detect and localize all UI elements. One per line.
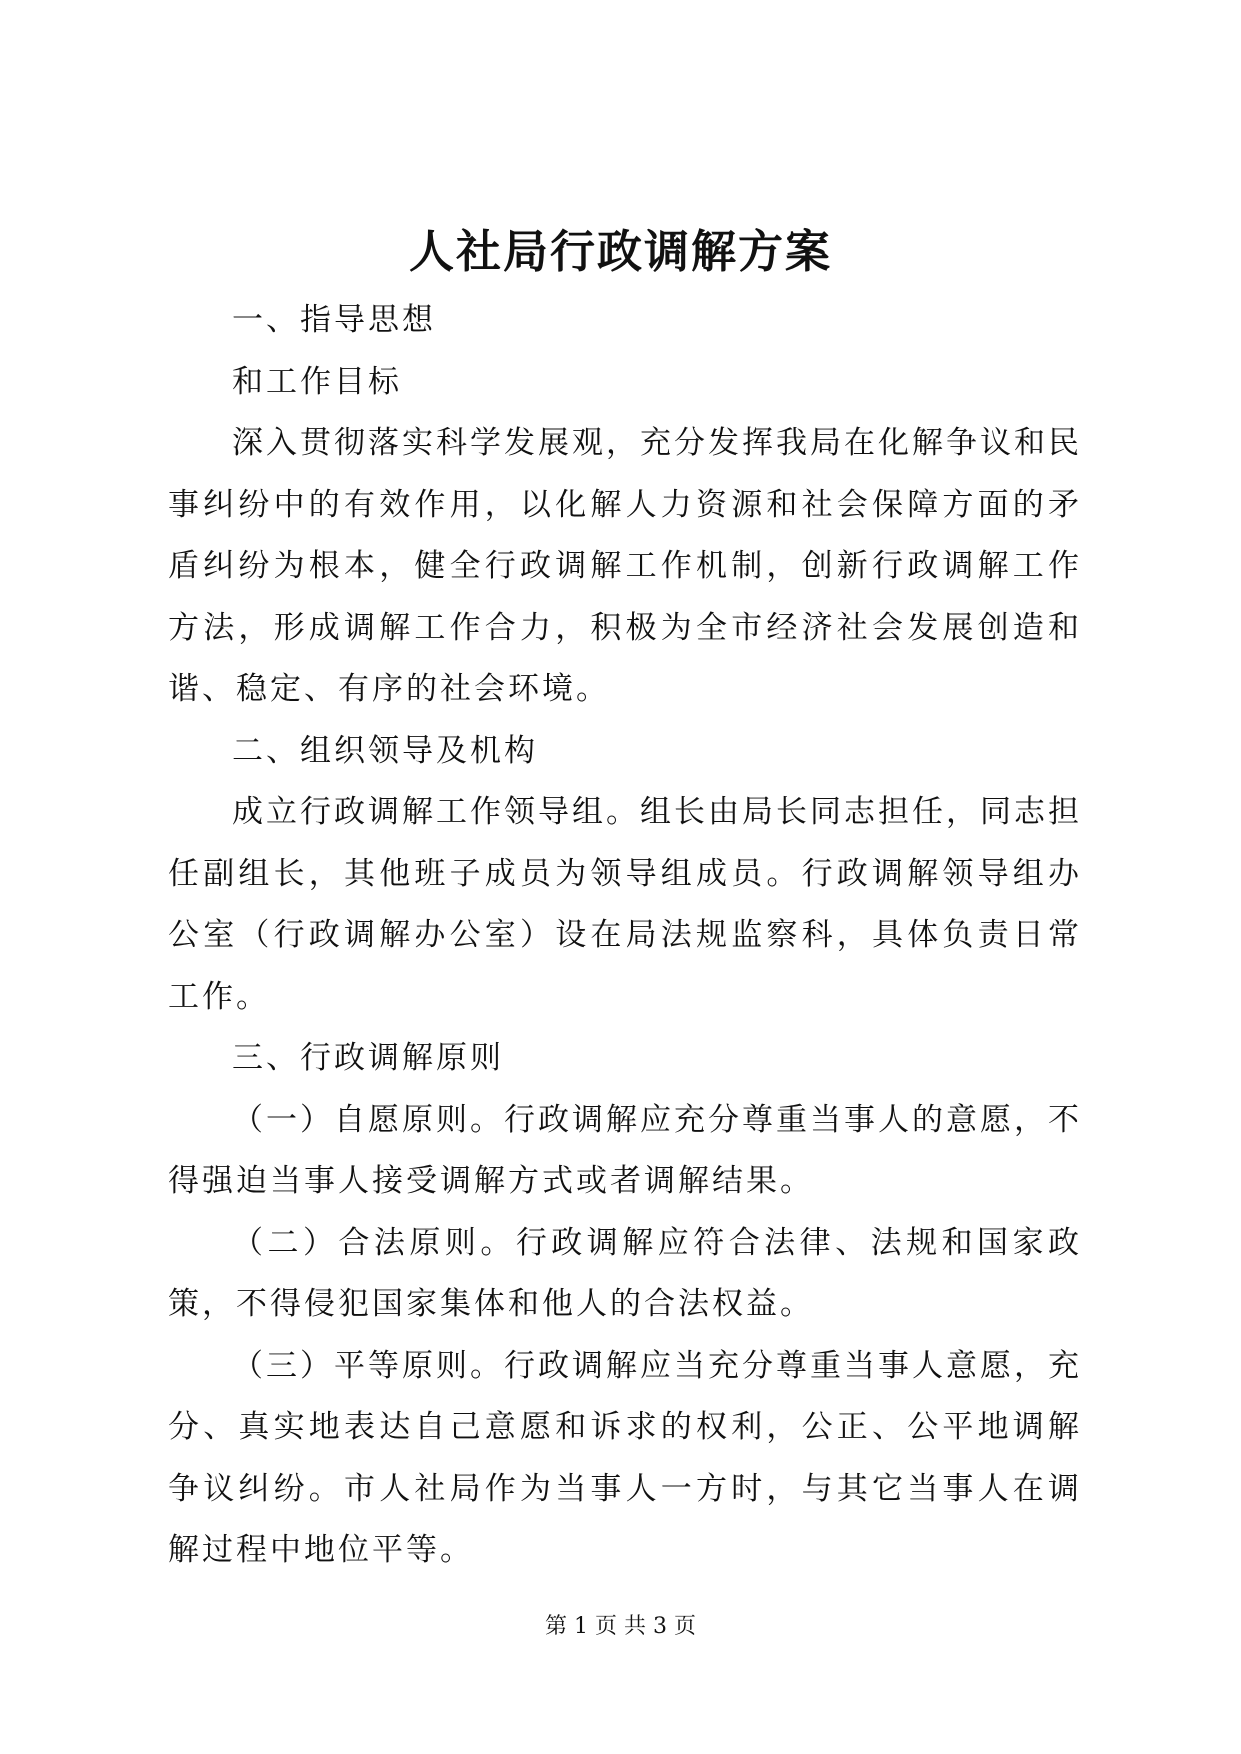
paragraph-principle-voluntary: （一）自愿原则。行政调解应充分尊重当事人的意愿，不得强迫当事人接受调解方式或者调解结果。 bbox=[168, 1101, 1082, 1199]
section-heading-guiding-thought: 一、指导思想 bbox=[232, 302, 436, 338]
paragraph-goal-description: 深入贯彻落实科学发展观，充分发挥我局在化解争议和民事纠纷中的有效作用，以化解人力资源和社会保障方面的矛盾纠纷为根本，健全行政调解工作机制，创新行政调解工作方法，形成调解工作合力，积极为全市经济社会发展创造和谐、稳定、有序的社会环境。 bbox=[168, 425, 1082, 707]
paragraph-principle-legal: （二）合法原则。行政调解应符合法律、法规和国家政策，不得侵犯国家集体和他人的合法权益。 bbox=[168, 1224, 1082, 1322]
section-heading-principles: 三、行政调解原则 bbox=[232, 1040, 504, 1076]
section-heading-work-goal: 和工作目标 bbox=[232, 363, 402, 400]
document-body bbox=[168, 290, 1082, 1582]
page-footer: 第 1 页 共 3 页 bbox=[545, 1614, 696, 1639]
document-title: 人社局行政调解方案 bbox=[408, 225, 832, 278]
paragraph-organization: 成立行政调解工作领导组。组长由局长同志担任，同志担任副组长，其他班子成员为领导组成员。行政调解领导组办公室（行政调解办公室）设在局法规监察科，具体负责日常工作。 bbox=[168, 794, 1082, 1015]
paragraph-principle-equality: （三）平等原则。行政调解应当充分尊重当事人意愿，充分、真实地表达自己意愿和诉求的权利，公正、公平地调解争议纠纷。市人社局作为当事人一方时，与其它当事人在调解过程中地位平等。 bbox=[168, 1347, 1082, 1568]
section-heading-organization: 二、组织领导及机构 bbox=[232, 732, 538, 769]
